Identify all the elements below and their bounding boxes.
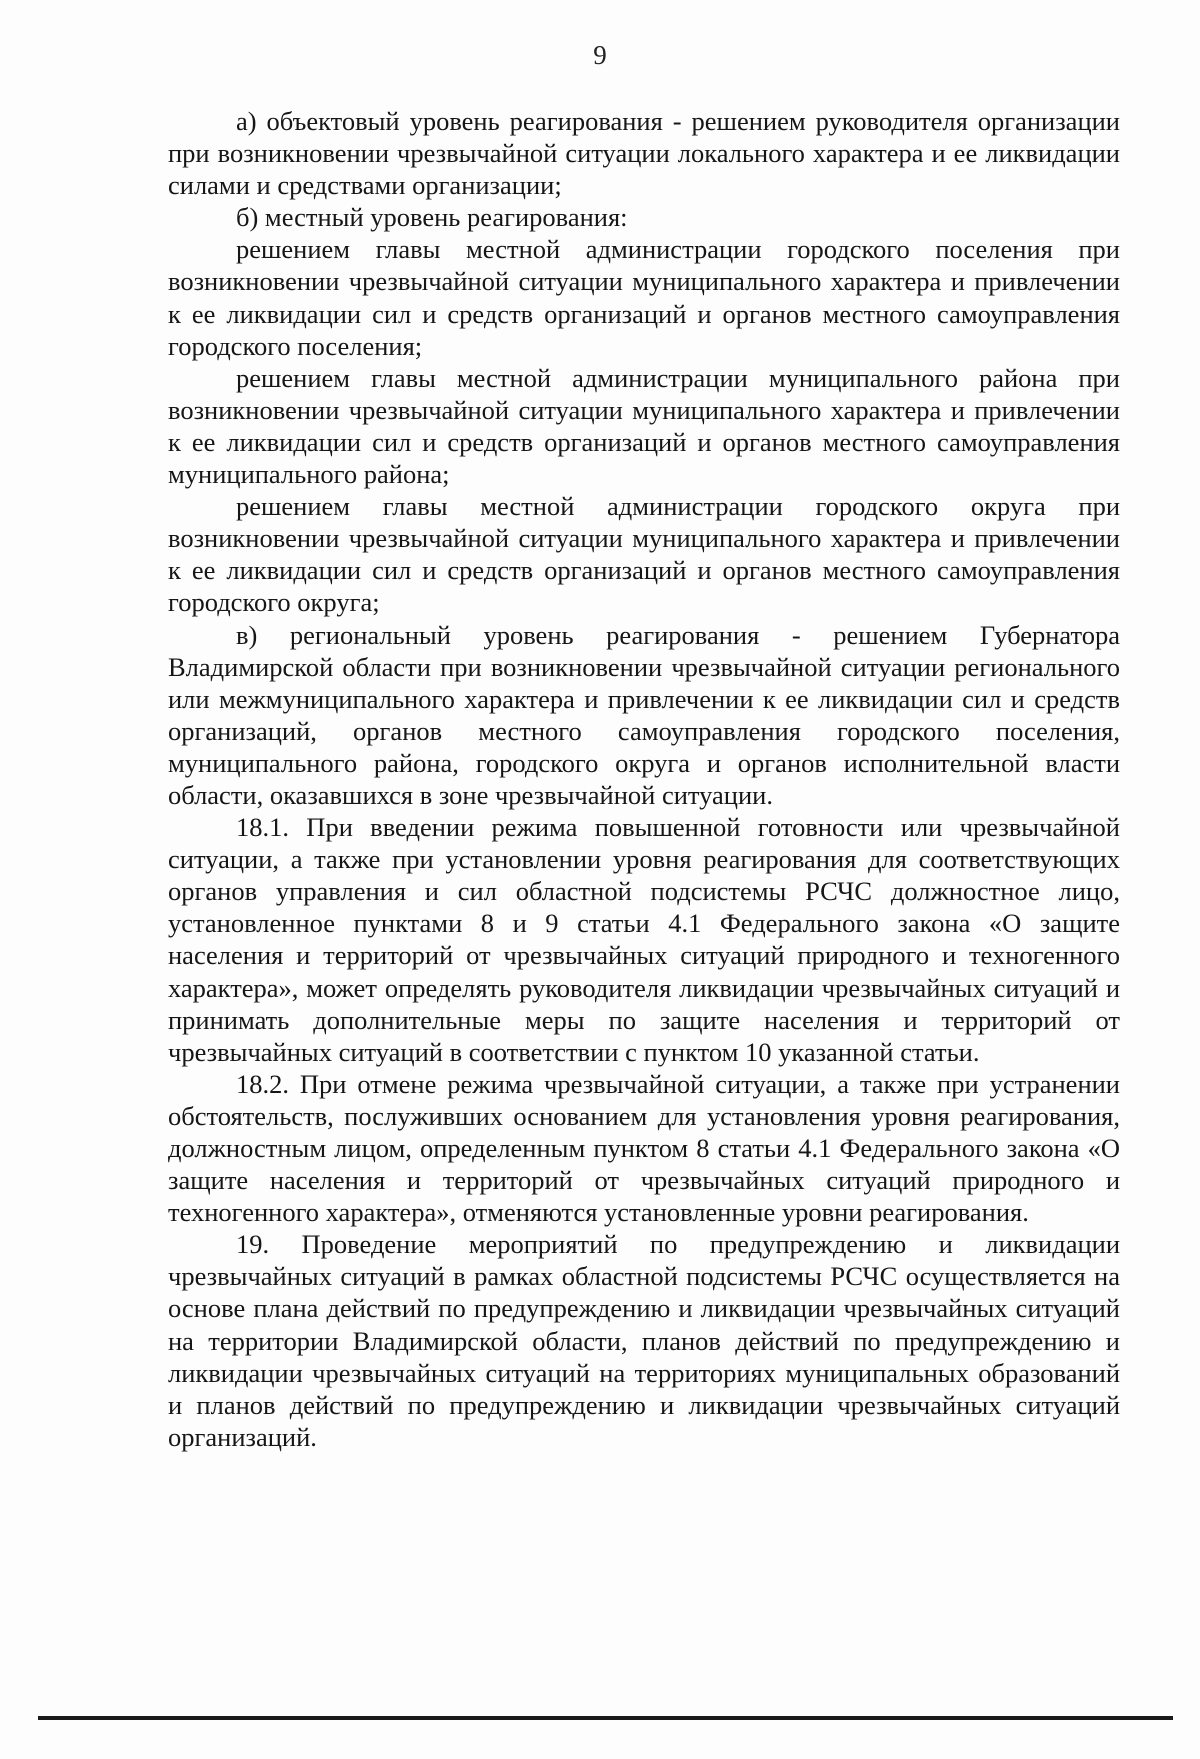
paragraph-municipal-district: решением главы местной администрации муниципального района при возникновении чрезвычайной ситуации муниципального характера и привлечении к ее ликвидации сил и средств организаций и органов местного самоуправления муниципального района; <box>168 362 1120 490</box>
page-number: 9 <box>593 40 607 70</box>
paragraph-local-level: б) местный уровень реагирования: <box>236 202 628 233</box>
paragraph-regional-level: в) региональный уровень реагирования - решением Губернатора Владимирской области при возникновении чрезвычайной ситуации регионального или межмуниципального характера и привлечении к ее ликвидации сил и средств организаций, органов местного самоуправления городского поселения, муниципального района, городского округа и органов исполнительной власти области, оказавшихся в зоне чрезвычайной ситуации. <box>168 619 1120 810</box>
paragraph-18-1: 18.1. При введении режима повышенной готовности или чрезвычайной ситуации, а также при установлении уровня реагирования для соответствующих органов управления и сил областной подсистемы РСЧС должностное лицо, установленное пунктами 8 и 9 статьи 4.1 Федерального закона «О защите населения и территорий от чрезвычайных ситуаций природного и техногенного характера», может определять руководителя ликвидации чрезвычайных ситуаций и принимать дополнительные меры по защите населения и территорий от чрезвычайных ситуаций в соответствии с пунктом 10 указанной статьи. <box>168 812 1120 1067</box>
paragraph-city-settlement: решением главы местной администрации городского поселения при возникновении чрезвычайной ситуации муниципального характера и привлечении к ее ликвидации сил и средств организаций и органов местного самоуправления городского поселения; <box>168 234 1120 361</box>
bottom-rule <box>38 1716 1173 1720</box>
paragraph-19: 19. Проведение мероприятий по предупреждению и ликвидации чрезвычайных ситуаций в рамках областной подсистемы РСЧС осуществляется на основе плана действий по предупреждению и ликвидации чрезвычайных ситуаций на территории Владимирской области, планов действий по предупреждению и ликвидации чрезвычайных ситуаций на территориях муниципальных образований и планов действий по предупреждению и ликвидации чрезвычайных ситуаций организаций. <box>168 1229 1120 1452</box>
paragraph-18-2: 18.2. При отмене режима чрезвычайной ситуации, а также при устранении обстоятельств, послуживших основанием для установления уровня реагирования, должностным лицом, определенным пунктом 8 статьи 4.1 Федерального закона «О защите населения и территорий от чрезвычайных ситуаций природного и техногенного характера», отменяются установленные уровни реагирования. <box>168 1068 1120 1228</box>
document-body <box>168 105 1120 1453</box>
paragraph-object-level: а) объектовый уровень реагирования - решением руководителя организации при возникновении чрезвычайной ситуации локального характера и ее ликвидации силами и средствами организации; <box>168 106 1120 201</box>
paragraph-city-district: решением главы местной администрации городского округа при возникновении чрезвычайной ситуации муниципального характера и привлечении к ее ликвидации сил и средств организаций и органов местного самоуправления городского округа; <box>168 491 1120 618</box>
